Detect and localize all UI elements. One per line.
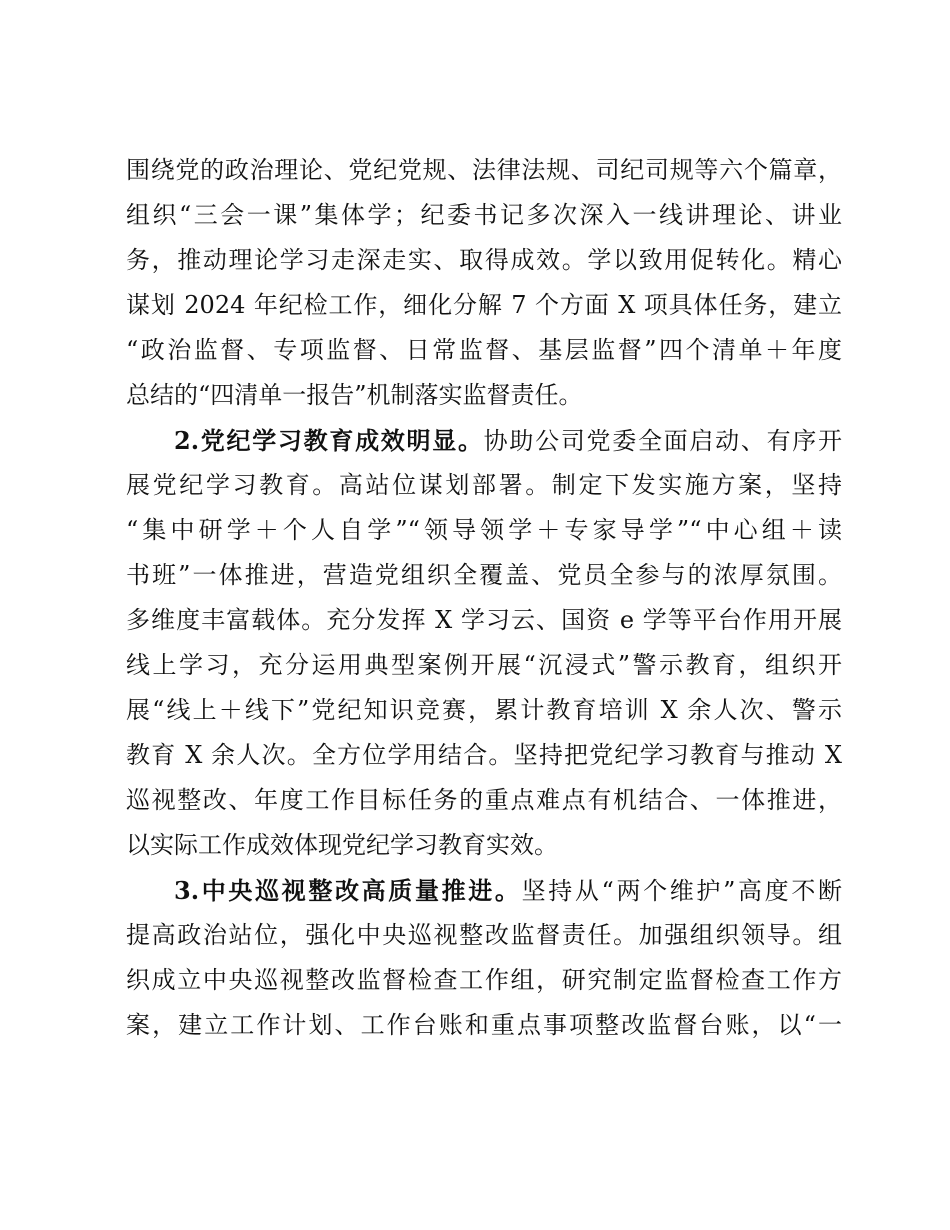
text-line: 案，建立工作计划、工作台账和重点事项整改监督台账，以“一 — [126, 1011, 842, 1039]
text-line: 以实际工作成效体现党纪学习教育实效。 — [126, 831, 558, 859]
text-line: 展“线上＋线下”党纪知识竞赛，累计教育培训 X 余人次、警示 — [126, 696, 842, 724]
section-heading: 2.党纪学习教育成效明显。 — [174, 426, 484, 455]
text-line: 务，推动理论学习走深走实、取得成效。学以致用促转化。精心 — [126, 246, 842, 274]
text-line: 围绕党的政治理论、党纪党规、法律法规、司纪司规等六个篇章， — [126, 156, 842, 184]
text-line: 巡视整改、年度工作目标任务的重点难点有机结合、一体推进， — [126, 786, 842, 814]
text-line: 教育 X 余人次。全方位学用结合。坚持把党纪学习教育与推动 X — [126, 741, 842, 769]
section-heading: 3.中央巡视整改高质量推进。 — [174, 876, 522, 905]
paragraph-2 — [126, 418, 842, 868]
text-line: “集中研学＋个人自学”“领导领学＋专家导学”“中心组＋读 — [126, 516, 842, 544]
text-run: 坚持从“两个维护”高度不断 — [521, 877, 842, 905]
text-line: 总结的“四清单一报告”机制落实监督责任。 — [126, 381, 583, 409]
text-line: 提高政治站位，强化中央巡视整改监督责任。加强组织领导。组 — [126, 921, 842, 949]
text-line: 书班”一体推进，营造党组织全覆盖、党员全参与的浓厚氛围。 — [126, 561, 842, 589]
text-line: 组织“三会一课”集体学；纪委书记多次深入一线讲理论、讲业 — [126, 201, 842, 229]
document-body — [126, 148, 842, 1048]
paragraph-first-line — [126, 868, 842, 913]
text-line: 织成立中央巡视整改监督检查工作组，研究制定监督检查工作方 — [126, 966, 842, 994]
text-line: 多维度丰富载体。充分发挥 X 学习云、国资 e 学等平台作用开展 — [126, 606, 842, 634]
text-run: 协助公司党委全面启动、有序开 — [483, 427, 842, 455]
paragraph-first-line — [126, 418, 842, 463]
paragraph-3 — [126, 868, 842, 1048]
text-line: 谋划 2024 年纪检工作，细化分解 7 个方面 X 项具体任务，建立 — [126, 291, 842, 319]
text-line: 线上学习，充分运用典型案例开展“沉浸式”警示教育，组织开 — [126, 651, 842, 679]
text-line: 展党纪学习教育。高站位谋划部署。制定下发实施方案，坚持 — [126, 471, 842, 499]
paragraph-1 — [126, 148, 842, 418]
text-line: “政治监督、专项监督、日常监督、基层监督”四个清单＋年度 — [126, 336, 842, 364]
